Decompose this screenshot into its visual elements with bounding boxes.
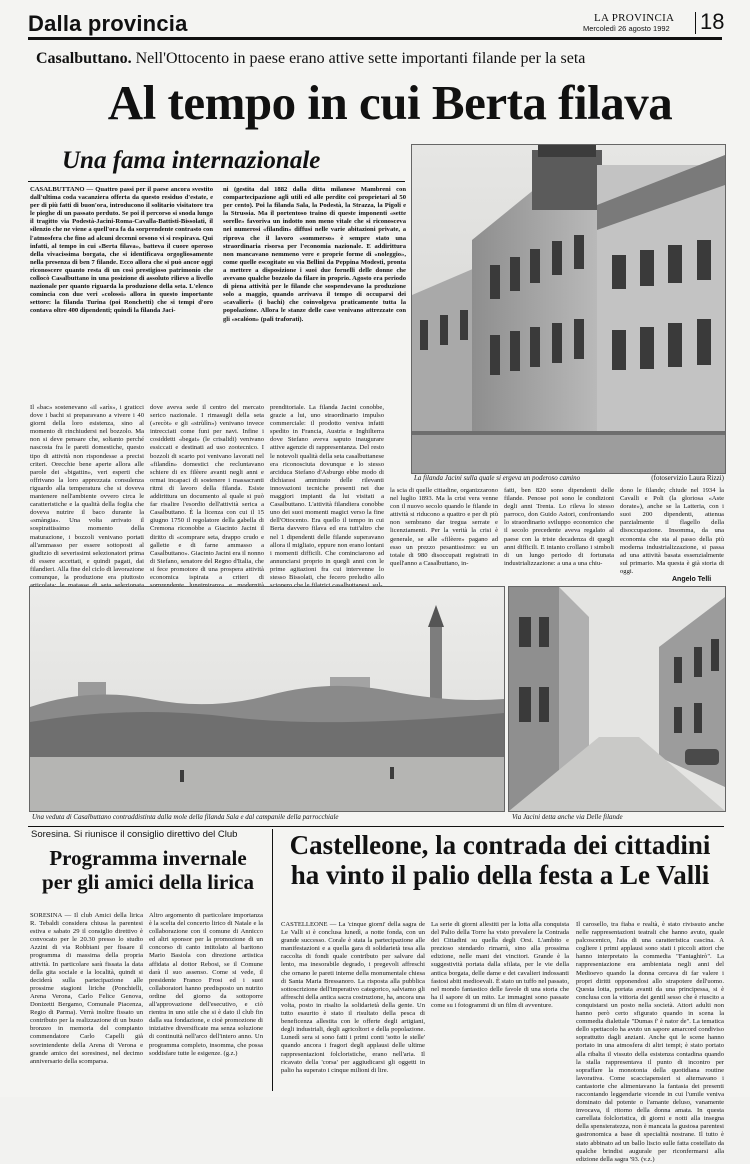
article-column: SORESINA — Il club Amici della lirica R. Tebaldi considera chiusa la parentesi estiva e sabato 29 il consiglio direttivo è convocato per le 20.30 presso lo studio Azzini di via Robbiani per fissare il programma di massima della propria attività. In particolare sarà fissata la data della gita sociale e la località, quindi si deciderà sulla partecipazione alle prossime stagioni liriche (Ponchielli, Arena Verona, Carlo Felice Genova, Donizetti Bergamo, Comunale Piacenza, Regio di Parma). Verrà inoltre fissato un contributo per la realizzazione di un busto bronzeo in memoria del compianto commendatore Carlo Capelli già sovrintendente della Arena di Verona e grande amico dei soresinesi, nel decimo anniversario della scomparsa.: [30, 912, 143, 1065]
article-column: fatti, ben 820 sono dipendenti delle filande. Penose poi sono le condizioni degli anni Trenta. Lo rileva lo stesso parroco, don Guido Astori, confrontando lo straordinario sviluppo economico che il secolo precedente aveva regalato al paese con la triste decadenza di quegli anni difficili. E intanto crollano i simboli di un lungo periodo di fortunata industrializzazione: a una a una chiu-: [504, 487, 614, 567]
article-kicker: [36, 50, 726, 68]
article-column: prenditoriale. La filanda Jacini conobbe, grazie a lui, uno straordinario impulso commerciale: il prodotto veniva infatti spedito in Francia, Austria e Inghilterra dove Stefano aveva saputo inaugurare attive agenzie di rappresentanza. Del resto le notevoli qualità della seta casalbuttanese era riconosciuta dovunque e lo stesso arciduca Stefano d'Asburgo ebbe modo di dichiarasi ammirato delle rilevanti innovazioni tecniche presenti nei due maggiori impianti da lui visitati a Casalbuttano. L'attività filandiera conobbe uno dei suoi momenti magici verso la fine dell'Ottocento. Era quello il tempo in cui Berta davvero filava ed era tutt'altro che nel 1 dipendenti delle filande superavano allora il migliaio, eppure non erano lontani i momenti difficili. Che cominciarono ad annunciarsi proprio in quegli anni con le prime agitazioni fra cui intervenne lo stesso Bissolati, che fecero preludio allo: [270, 404, 384, 581]
article-column: Altro argomento di particolare importanza è la scelta del concerto lirico di Natale e la collaborazione con il comune di Annicco ed altri sponsor per la promozione di un concorso di canto intitolato al baritono Mario Basiola con direzione artistica affidata al dottor Rebosi, se il Comune darà il suo assenso. Come si vede, il presidente Franco Frosi ed i suoi collaboratori hanno predisposto un nutrito ordine del giorno da sottoporre all'approvazione dell'esecutivo, e ciò rientra in uno stile che si è dato il club fin dalla sua fondazione, e cioè promozione di iniziative diversificate ma senza soluzione di continuità nell'arco dell'intero anno. Un programma completo, insomma, che possa soddisfare tutte le esigenze. (g.z.): [149, 912, 263, 1057]
subhead-rule: [28, 181, 405, 182]
article-column: la scia di quelle cittadine, organizzarono nel luglio 1893. Ma la crisi vera venne con il nuovo secolo quando le filande in attività si riducono a quattro e per di più non sembrano dar tregua serrate e licenziamenti. Per la verità la crisi è generale, se alle «filèere» pagano ad esso un prezzo pesantissimo: su un totale di 980 disoccupati registrati in quell'anno a Casalbuttano, in-: [390, 487, 498, 567]
section-rule: [28, 826, 724, 827]
photo-filanda-jacini-image: [412, 145, 725, 473]
subheadline: Una fama internazionale: [62, 147, 321, 174]
newspaper-name: LA PROVINCIA: [594, 12, 675, 24]
article-column: Il carosello, tra fiaba e realtà, è stato rivissuto anche nelle rappresentazioni teatrali che hanno avuto, quale palcoscenico, l'aia di una caratteristica cascina. A cogliere i primi applausi sono stati i piccoli attori che hanno interpretato la commedia "Fantaghirò". La rappresentazione era ambientata negli anni del Medioevo quando la donna cercava di far valere i propri diritti opponendosi allo strapotere dell'uomo. Questa lotta, portata avanti da una principessa, si è conclusa con la vittoria dei gentil sesso che è riuscito a conquistarsi un posto nella società. Attori adulti non hanno però certo sfigurato quando in scena la commedia dialettale "Dumas f' è nator de". La tematica dello spettacolo ha avuto un sapore amarcord condiviso soprattutto dagli anziani. Anche qui le scene hanno portato in una atmosfera di altri tempi; è stato portato alla ribalta il vissuto della esistenza contadina quando la stalla rappresentava il punto di incontro per sopraffare la monotonia della quotidiana routine lavorativa. Come scacciapensieri si alternavano i cantastorie che alimentavano la fantasia dei presenti raccontando leggendarie vicende in cui l'umile veniva dominato dal potente o l'amante deluso, vanamente invocava, il ritorno della donna amata. In questa carrellata folcloristica, di giorni e notti alla insegna della spensieratezza, non è mancata la gustosa parentesi gastronomica a base di specialità nostrane. Il tutto è stato abbinato ad un ballo liscio sulle fatta costellato da qualche brindisi augurale per riconfermarsi alla edizione della sagra '93. (v.z.): [576, 921, 724, 1163]
article-author: Angelo Telli: [672, 576, 712, 583]
article-column: CASALBUTTANO — Quattro passi per il paese ancora svestito dall'ultima coda vacanziera offerta da questo residuo d'estate, e per di più fatti di buon'ora, introducono il solitario visitatore tra le pieghe di un passato perduto. Se poi il percorso si snoda lungo il tragitto via Podestà-Jacini-Roma-Cavalla-Battisti-Bissolati, il silenzio che ne viene a quell'ora fa da sorprendente contrasto con l'atmosfera che fino ad alcuni decenni orsono vi si respirava. Qui infatti, al tempo in cui «Berta filava», batteva il cuore operoso della vivacissima borgata, che si identificava orgogliosamente nella presenza di ben 7 filande. Ecco allora che si può ancor oggi riconoscere quanto resta di un così prestigioso patrimonio che collocò Casalbuttano in una posizione di assoluto rilievo a livello nazionale per quanto riguarda la produzione della seta. L'elenco comincia con due veri «colossi» allora in questo importante settore: la filanda Turina (poi Ronchetti) che si tempi d'oro contava oltre 400 dipendenti; quindi la filanda Jaci-: [30, 186, 213, 315]
photo-veduta-image: [30, 587, 504, 811]
headline: Al tempo in cui Berta filava: [107, 75, 673, 130]
photo-caption: La filanda Jacini sulla quale si ergeva un poderoso camino: [414, 474, 581, 482]
section-title: Dalla provincia: [28, 11, 188, 36]
article-column: Il «bac» sostenevano «il «arìs», i graticci dove i bachi si preparavano a vivere i 40 giorni della loro esistenza, sino al momento di rinchiudersi nel bozzolo. Ma non si deve pensare che, soltanto perché nascosta fra le pareti domestiche, questo tipo di attività non rispondesse a precisi criteri. Orecchie bene aperte allora alle parole dei «bigattin», veri esperti che offrivano la loro apprezzata consulenza riguardo alla temperatura che si doveva mantenere nell'ambiente ovvero circa le caratteristiche e la qualità della foglia che doveva nutrire il baco durante la «smàngia». Una volta arrivato il sospirattissimo momento della maturazione, i bozzoli venivano portati all'ammasso per essere sottoposti al giudizio di severissimi selezionatori prima di essere accettati, e quindi pagati, dai filandieri. Alla fine del ciclo di lavorazione comunque, la produzione era piuttosto: [30, 404, 144, 581]
article-headline: Castelleone, la contrada dei cittadini ha vinto il palio della festa a Le Valli: [289, 830, 711, 890]
article-column: dove aveva sede il centro del mercato serico nazionale. I rimasugli della seta («recòt» e gli «strùlìn») venivano invece intrecciati come funi per navi. Infine i cosiddetti «begat» (le crisalidi) venivano essiccati e destinati ad uso zootecnico. I bozzoli di scarto poi venivano lavorati nel «filandìn» domestici che recluntavano schiere di ex filèere avanti negli anni e ormai incapaci di sostenere i massacranti ritmi di lavoro della filanda. Esiste addirittura un documento al quale si può far risalire l'esordio dell'attività serica a Casalbuttano. È la licenza con cui il 15 giugno 1750 il regolatore della gabella di Cremona riconobbe a Giacinto Jacini il diritto di «comprare seta, drappo crudo e gallette e di farne ammasso a Casalbuttano». Giacinto Jacini era il nonno di Stefano, senatore del Regno d'Italia, che si fece promotore di una prospera attività economica ispirata a criteri di: [150, 404, 264, 581]
article-column: La serie di giorni allestiti per la lotta alla conquista del Palio della Torre ha visto prevalere la Contrada dei Cittadini su quella degli Orsi. L'ambito e prezioso stendardo rimarrà, sino alla prossima edizione, nelle mani dei vincitori. Grande è la suggestività portata dalla sfilata, per le vie della antica borgata, delle dame e dei cavalieri indossanti fastosi abiti medioevali. È stato un tuffo nel passato, nel mondo fantastico delle favole di una storia che ha il sapore di un mito. Le immagini sono passate come su i fotogrammi di un film di avventure.: [431, 921, 569, 1009]
column-divider: [272, 829, 273, 1091]
photo-filanda-jacini: [411, 144, 726, 474]
masthead-divider: [695, 12, 696, 34]
kicker-place: Casalbuttano.: [36, 50, 132, 67]
photo-veduta-casalbuttano: [29, 586, 505, 812]
issue-date: Mercoledì 26 agosto 1992: [583, 24, 670, 33]
kicker-text: Nell'Ottocento in paese erano attive sette importanti filande per la seta: [135, 50, 586, 67]
article-column: dono le filande; chiude nel 1934 la Cavalli e Poli (la gloriosa «Aste dorate»), anche se la Latteria, con i suoi 200 dipendenti, attenua parzialmente il flagello della disoccupazione. Insomma, da una economia che sta al passo della più moderna industrializzazione, si passa ad una attività basata essenzialmente sul primario. Ma questa è già storia di oggi.: [620, 487, 724, 575]
page-number: 18: [700, 9, 725, 34]
photo-via-jacini: [508, 586, 726, 812]
masthead-rule: [28, 37, 722, 40]
article-headline: Programma invernale per gli amici della lirica: [42, 846, 254, 894]
article-column: CASTELLEONE — La 'cinque giorni' della sagra de Le Valli si è conclusa lunedì, a notte fonda, con un grande successo. Corale è stata la partecipazione alle manifestazioni e a quella gara di solidarietà tesa alla raccolta di fondi quale contributo per salvare dal lento, ma inesorabile degrado, i pregevoli affreschi che ornano le pareti interne della monumentale chiesa di Santa Maria Bressanoro. La risposta alla pubblica sottoscrizione dell'imperativo categorico, salviamo gli affreschi della antica sacra costruzione, ha, ancora una volta, posto in risalto la solidarietà della gente. Un tutto esaurito è stato il risultato della pesca di beneficenza allestita con le offerte degli artigiani, degli industriali, degli agricoltori e della popolazione. Lunedì sera si sono fatti i primi conti 'sotto le stelle' quando ancora i fragori degli applausi delle ultime rappresentazioni folcloristiche, erano nell'aria. Il ricavato della 'corsa' per aggiudicarsi gli oggetti in palio ha superato i cinque milioni di lire.: [281, 921, 425, 1074]
photo-via-jacini-image: [509, 587, 725, 811]
article-kicker: Soresina. Si riunisce il consiglio direttivo del Club: [31, 829, 238, 840]
photo-caption: Una veduta di Casalbuttano contraddistinta dalla mole della filanda Sala e dal campanile della parrocchiale: [32, 813, 339, 821]
article-column: ni (gestita dal 1882 dalla ditta milanese Mambreni con compartecipazione agli utili ed alle perdite coi proprietari al 50 per cento). Poi la filanda Sala, la Podestà, la Strazza, la Pigoli e la Strussia. Ma il portentoso traino di queste imponenti «sette sorelle» favoriva un indotto non meno vitale che si riconosceva nei numerosi «filandìn» diffusi nelle varie abitazioni private, a riprova che il lavoro «sommerso» è sempre stato una straordinaria risorsa per l'economia nazionale. E addirittura non mancavano nemmeno vere e proprie forme di «noleggio», come quelle escogitate su via Bellini da Peppina Modesti, pronta a mettere a disposizione i suoi due fornelli delle donne che avevano qualche bozzolo da filare in proprio. Agosto era periodo di piena attività per le filande che sospendevano la produzione solo a maggio, quando arrivava il tempo di occuparsi dei «cavalieri» (i bachi) che coinvolgeva praticamente tutta la popolazione. Allora le stanze delle case venivano attrezzate con gli «scalóon» (pali traforati).: [223, 186, 406, 323]
photo-caption: Via Jacini detta anche via Delle filande: [512, 813, 623, 821]
photo-credit: (fotoservizio Laura Rizzi): [651, 474, 724, 482]
